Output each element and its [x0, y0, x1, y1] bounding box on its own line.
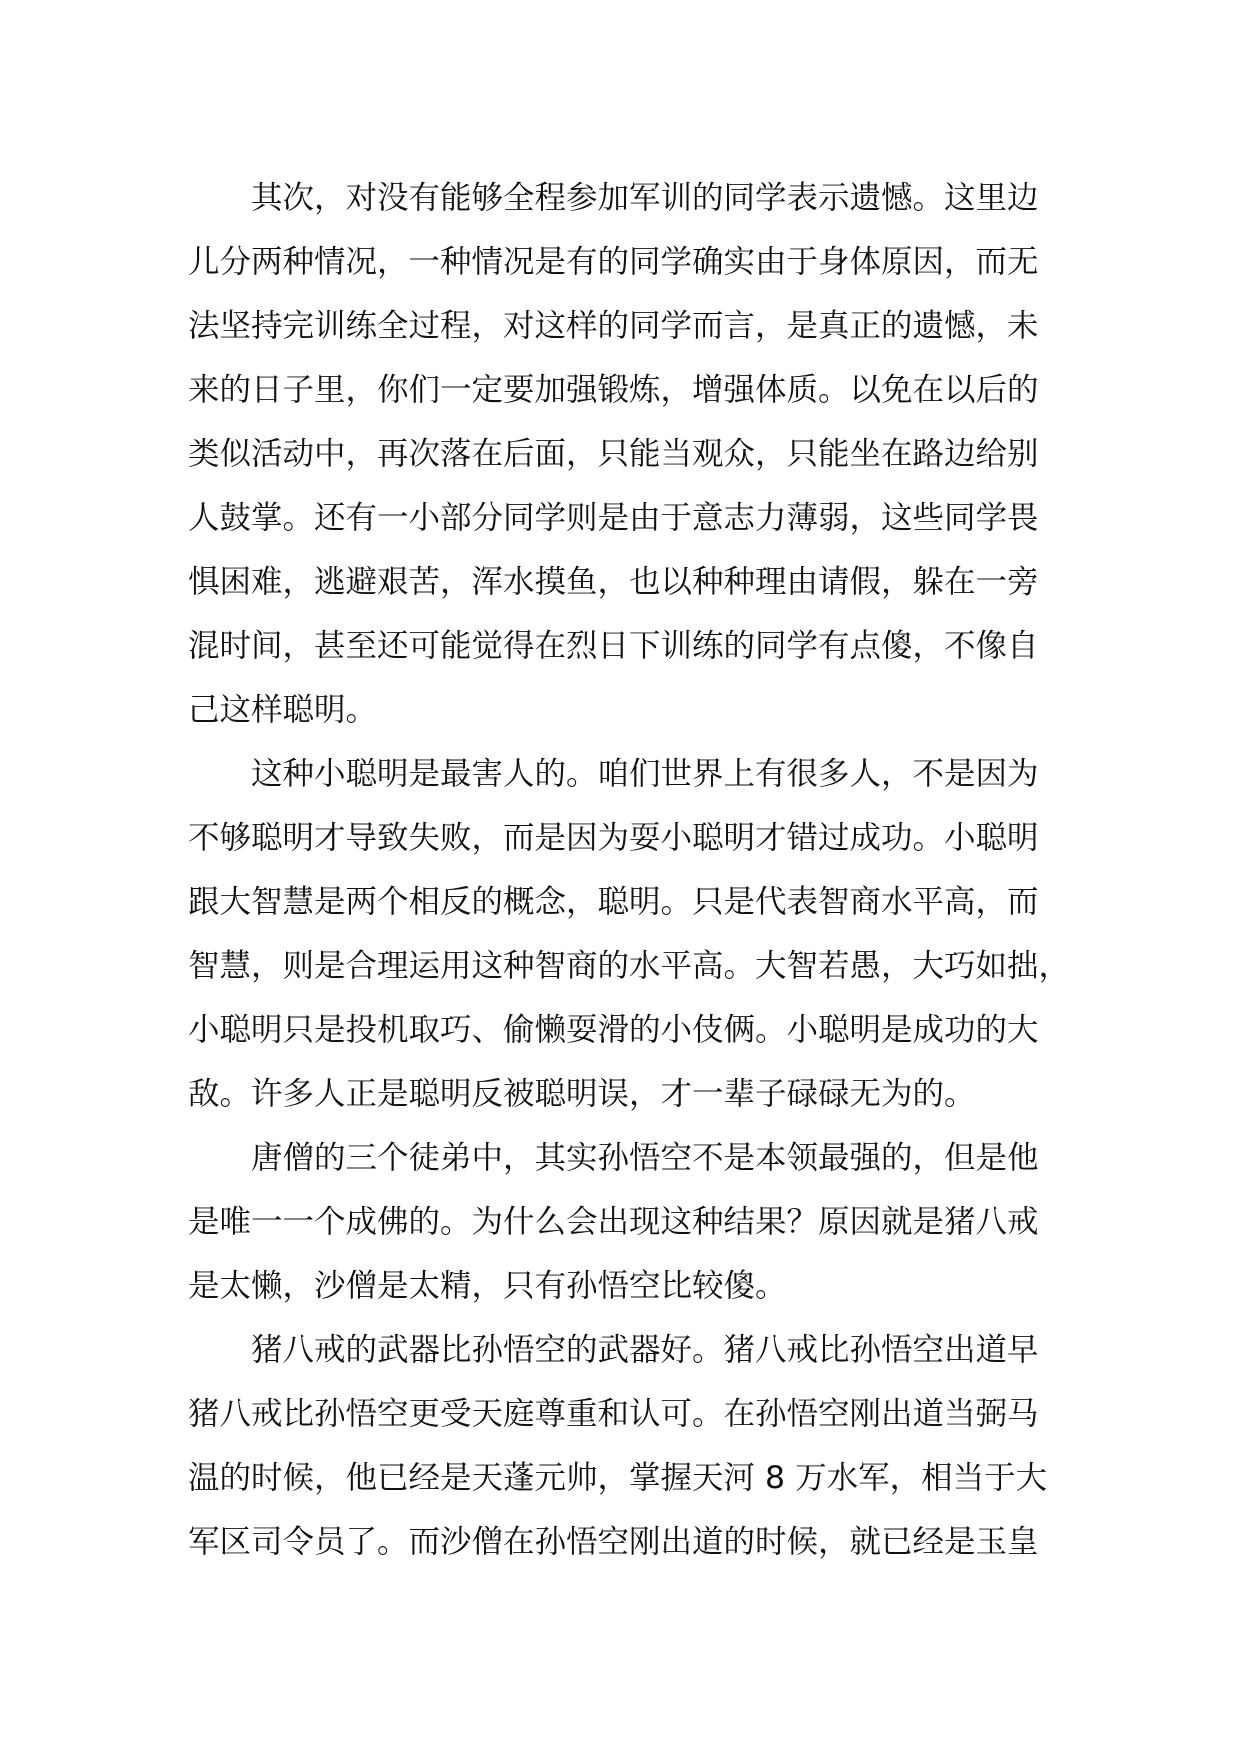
paragraph-1-line-7: 惧困难，逃避艰苦，浑水摸鱼，也以种种理由请假，躲在一旁 [188, 564, 1039, 600]
paragraph-2-line-3: 跟大智慧是两个相反的概念，聪明。只是代表智商水平高，而 [188, 884, 1039, 920]
paragraph-2-line-1: 这种小聪明是最害人的。咱们世界上有很多人，不是因为 [251, 756, 1039, 792]
paragraph-3-line-2: 是唯一一个成佛的。为什么会出现这种结果？原因就是猪八戒 [188, 1204, 1039, 1240]
paragraph-2-line-5: 小聪明只是投机取巧、偷懒耍滑的小伎俩。小聪明是成功的大 [188, 1012, 1039, 1048]
paragraph-4-line-2: 猪八戒比孙悟空更受天庭尊重和认可。在孙悟空刚出道当弼马 [188, 1396, 1039, 1432]
paragraph-1-line-8: 混时间，甚至还可能觉得在烈日下训练的同学有点傻，不像自 [188, 628, 1039, 664]
paragraph-4-line-3: 温的时候，他已经是天蓬元帅，掌握天河 8 万水军，相当于大 [188, 1460, 1048, 1496]
paragraph-1-line-9: 己这样聪明。 [188, 692, 378, 728]
paragraph-1-line-2: 儿分两种情况，一种情况是有的同学确实由于身体原因，而无 [188, 244, 1039, 280]
paragraph-3-line-1: 唐僧的三个徒弟中，其实孙悟空不是本领最强的，但是他 [251, 1140, 1039, 1176]
paragraph-4-line-1: 猪八戒的武器比孙悟空的武器好。猪八戒比孙悟空出道早 [251, 1332, 1039, 1368]
paragraph-1-line-5: 类似活动中，再次落在后面，只能当观众，只能坐在路边给别 [188, 436, 1039, 472]
paragraph-1-line-1: 其次，对没有能够全程参加军训的同学表示遗憾。这里边 [251, 180, 1039, 216]
paragraph-4-line-4: 军区司令员了。而沙僧在孙悟空刚出道的时候，就已经是玉皇 [188, 1524, 1039, 1560]
paragraph-1-line-4: 来的日子里，你们一定要加强锻炼，增强体质。以免在以后的 [188, 372, 1039, 408]
paragraph-2-line-6: 敌。许多人正是聪明反被聪明误，才一辈子碌碌无为的。 [188, 1076, 976, 1112]
paragraph-2-line-4: 智慧，则是合理运用这种智商的水平高。大智若愚，大巧如拙， [188, 948, 1071, 984]
paragraph-1-line-3: 法坚持完训练全过程，对这样的同学而言，是真正的遗憾，未 [188, 308, 1039, 344]
paragraph-2-line-2: 不够聪明才导致失败，而是因为耍小聪明才错过成功。小聪明 [188, 820, 1039, 856]
paragraph-1-line-6: 人鼓掌。还有一小部分同学则是由于意志力薄弱，这些同学畏 [188, 500, 1039, 536]
paragraph-3-line-3: 是太懒，沙僧是太精，只有孙悟空比较傻。 [188, 1268, 787, 1304]
